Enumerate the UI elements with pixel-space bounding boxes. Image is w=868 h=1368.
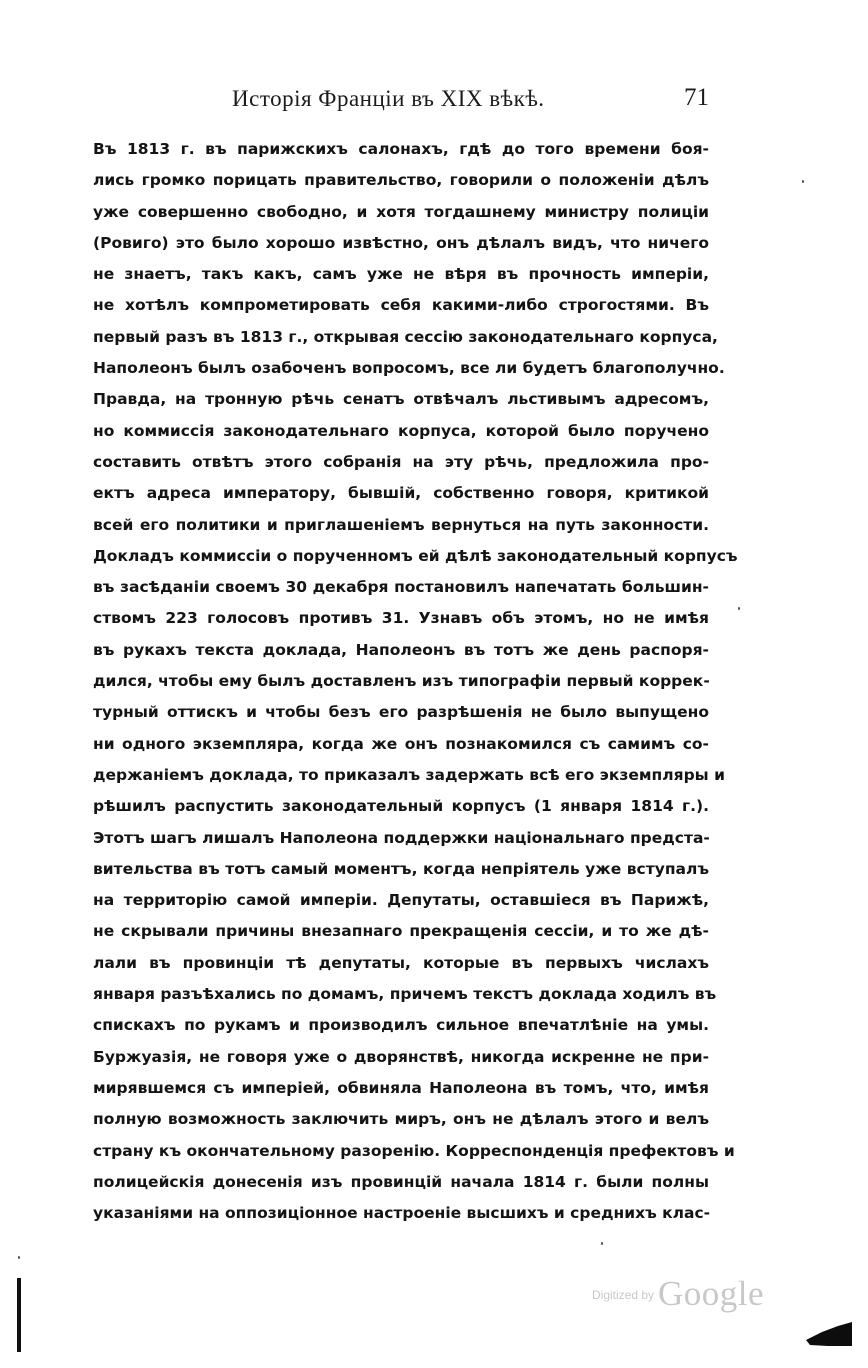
text-line: Правда, на тронную рѣчь сенатъ отвѣчалъ льстивымъ адресомъ, bbox=[93, 390, 709, 409]
text-line: на территорію самой имперіи. Депутаты, оставшіеся въ Парижѣ, bbox=[93, 891, 709, 910]
text-line: января разъѣхались по домамъ, причемъ текстъ доклада ходилъ въ bbox=[93, 985, 717, 1004]
text-line: полную возможность заключить миръ, онъ не дѣлалъ этого и велъ bbox=[93, 1110, 709, 1129]
text-line: въ засѣданіи своемъ 30 декабря постановилъ напечатать большин- bbox=[93, 578, 709, 597]
text-line: лали въ провинціи тѣ депутаты, которые въ первыхъ числахъ bbox=[93, 953, 709, 972]
text-line: но коммиссія законодательнаго корпуса, которой было поручено bbox=[93, 421, 709, 440]
running-head: Исторія Франціи въ XIX вѣкѣ. bbox=[232, 86, 545, 111]
text-line: Этотъ шагъ лишалъ Наполеона поддержки національнаго предста- bbox=[93, 828, 710, 847]
text-line: ни одного экземпляра, когда же онъ познакомился съ самимъ со- bbox=[93, 734, 709, 753]
text-line: Буржуазія, не говоря уже о дворянствѣ, никогда искренне не при- bbox=[93, 1047, 709, 1066]
text-line: страну къ окончательному разоренію. Корреспонденція префектовъ и bbox=[93, 1141, 735, 1160]
speck bbox=[738, 607, 740, 610]
text-line: не скрывали причины внезапнаго прекращенія сессіи, и то же дѣ- bbox=[93, 922, 709, 941]
text-line: турный оттискъ и чтобы безъ его разрѣшенія не было выпущено bbox=[93, 703, 709, 722]
text-line: въ рукахъ текста доклада, Наполеонъ въ тотъ же день распоря- bbox=[93, 640, 709, 659]
text-line: вительства въ тотъ самый моментъ, когда непріятель уже вступалъ bbox=[93, 859, 709, 878]
watermark-brand: Google bbox=[658, 1274, 765, 1313]
text-line: не хотѣлъ компрометировать себя какими-либо строгостями. Въ bbox=[93, 296, 709, 315]
text-line: ектъ адреса императору, бывшій, собственно говоря, критикой bbox=[93, 484, 709, 503]
page-edge-mark bbox=[17, 1278, 21, 1352]
text-line: (Ровиго) это было хорошо извѣстно, онъ дѣлалъ видъ, что ничего bbox=[93, 233, 709, 252]
text-line: Докладъ коммиссіи о порученномъ ей дѣлѣ законодательный корпусъ bbox=[93, 546, 738, 565]
text-line: лись громко порицать правительство, говорили о положеніи дѣлъ bbox=[93, 171, 709, 190]
corner-ink-mark bbox=[804, 1318, 854, 1348]
text-line: составить отвѣтъ этого собранія на эту рѣчь, предложила про- bbox=[93, 452, 709, 471]
text-line: дился, чтобы ему былъ доставленъ изъ типографіи первый коррек- bbox=[93, 672, 710, 691]
text-line: Въ 1813 г. въ парижскихъ салонахъ, гдѣ до того времени боя- bbox=[93, 140, 709, 158]
text-line: ствомъ 223 голосовъ противъ 31. Узнавъ объ этомъ, но не имѣя bbox=[93, 609, 709, 628]
text-line: Наполеонъ былъ озабоченъ вопросомъ, все ли будетъ благополучно. bbox=[93, 359, 725, 378]
text-line: полицейскія донесенія изъ провинцій начала 1814 г. были полны bbox=[93, 1172, 709, 1191]
text-line: не знаетъ, такъ какъ, самъ уже не вѣря въ прочность имперіи, bbox=[93, 265, 709, 284]
text-line: спискахъ по рукамъ и производилъ сильное впечатлѣніе на умы. bbox=[93, 1016, 709, 1035]
text-line: уже совершенно свободно, и хотя тогдашнему министру полиціи bbox=[93, 202, 709, 221]
page-number: 71 bbox=[684, 84, 709, 111]
text-line: указаніями на оппозиціонное настроеніе высшихъ и среднихъ клас- bbox=[93, 1204, 711, 1223]
speck bbox=[802, 180, 804, 183]
text-line: рѣшилъ распустить законодательный корпусъ (1 января 1814 г.). bbox=[93, 797, 709, 816]
watermark-prefix: Digitized by bbox=[592, 1288, 655, 1302]
speck bbox=[601, 1242, 603, 1245]
body-text bbox=[93, 134, 738, 1229]
digitized-watermark bbox=[592, 1274, 764, 1314]
text-line: мирявшемся съ имперіей, обвиняла Наполеона въ томъ, что, имѣя bbox=[93, 1078, 709, 1097]
text-line: всей его политики и приглашеніемъ вернуться на путь законности. bbox=[93, 515, 709, 534]
text-line: первый разъ въ 1813 г., открывая сессію законодательнаго корпуса, bbox=[93, 327, 718, 346]
text-line: держаніемъ доклада, то приказалъ задержать всѣ его экземпляры и bbox=[93, 765, 725, 784]
speck bbox=[18, 1256, 20, 1259]
